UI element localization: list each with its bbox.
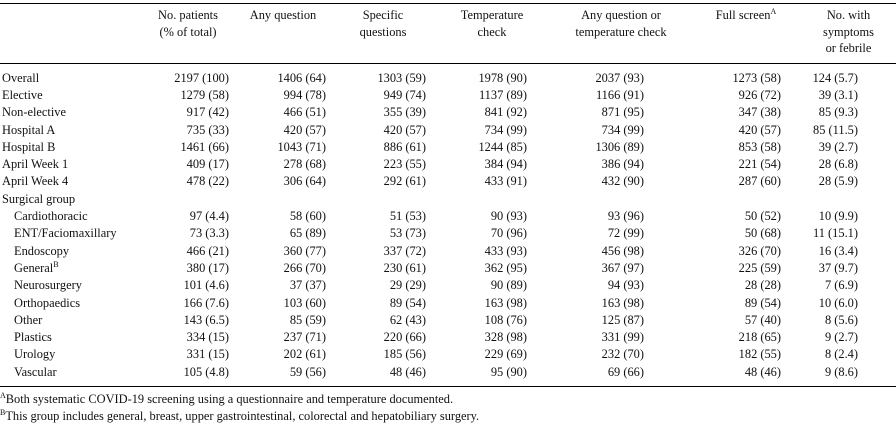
table-cell: 85 (11.5)	[813, 122, 858, 137]
table-cell: 278 (68)	[283, 157, 326, 172]
footnote-marker: A	[770, 6, 777, 16]
table-cell: 734 (99)	[484, 122, 527, 137]
footnote	[0, 408, 896, 425]
table-row	[0, 156, 896, 173]
table-row	[0, 208, 896, 225]
row-label-text: Hospital B	[2, 139, 56, 154]
footnote	[0, 391, 896, 408]
row-label	[0, 156, 143, 173]
row-label	[0, 225, 143, 242]
row-label	[0, 87, 143, 104]
table-row	[0, 260, 896, 277]
row-label	[0, 121, 143, 138]
row-label-text: April Week 4	[2, 174, 69, 189]
row-label-text: April Week 1	[2, 157, 69, 172]
table-cell: 65 (89)	[289, 226, 326, 241]
table-cell	[691, 191, 801, 208]
table-cell: 225 (59)	[738, 260, 781, 275]
table-cell: 143 (6.5)	[183, 312, 229, 327]
column-header-line2: temperature check	[575, 24, 667, 39]
table-cell: 367 (97)	[601, 260, 644, 275]
row-label-text: Overall	[2, 70, 40, 85]
row-label	[0, 173, 143, 190]
row-label	[0, 329, 143, 346]
table-cell: 94 (93)	[607, 278, 644, 293]
table-cell: 1279 (58)	[180, 87, 229, 102]
column-header	[333, 4, 433, 64]
row-label-text: Cardiothoracic	[14, 209, 88, 224]
table-cell: 10 (6.0)	[818, 295, 858, 310]
table-cell: 39 (2.7)	[818, 139, 858, 154]
table-cell: 380 (17)	[186, 260, 229, 275]
table-row	[0, 364, 896, 387]
table-cell: 735 (33)	[186, 122, 229, 137]
column-header	[143, 4, 233, 64]
table-cell: 50 (68)	[744, 226, 781, 241]
row-label-text: Endoscopy	[14, 243, 70, 258]
row-label	[0, 139, 143, 156]
row-label	[0, 208, 143, 225]
table-cell: 1273 (58)	[732, 70, 781, 85]
table-cell: 37 (37)	[289, 278, 326, 293]
screening-table	[0, 3, 896, 387]
row-label	[0, 346, 143, 363]
column-header	[233, 4, 333, 64]
table-cell: 292 (61)	[383, 174, 426, 189]
row-label-text: Elective	[2, 87, 43, 102]
table-cell: 51 (53)	[389, 209, 426, 224]
table-cell: 16 (3.4)	[818, 243, 858, 258]
table-cell: 182 (55)	[738, 347, 781, 362]
table-cell: 926 (72)	[738, 87, 781, 102]
table-row	[0, 225, 896, 242]
table-cell: 9 (2.7)	[824, 330, 858, 345]
footnote-text: This group includes general, breast, upper gastrointestinal, colorectal and hepatobiliary surgery.	[5, 409, 480, 423]
table-cell: 89 (54)	[389, 295, 426, 310]
row-label-text: Other	[14, 312, 43, 327]
row-label	[0, 312, 143, 329]
table-body	[0, 63, 896, 386]
table-cell: 72 (99)	[607, 226, 644, 241]
row-label	[0, 260, 143, 277]
table-row	[0, 346, 896, 363]
footnote-mark: A	[0, 390, 6, 400]
table-cell: 50 (52)	[744, 209, 781, 224]
table-cell: 1306 (89)	[595, 139, 644, 154]
column-header-line1: No. with symptoms	[823, 8, 874, 39]
footnotes	[0, 391, 896, 425]
table-cell: 8 (5.6)	[824, 312, 858, 327]
table-cell: 409 (17)	[186, 157, 229, 172]
table-cell: 70 (96)	[490, 226, 527, 241]
table-cell: 28 (5.9)	[818, 174, 858, 189]
table-cell: 266 (70)	[283, 260, 326, 275]
column-header-line2: (% of total)	[159, 24, 217, 39]
table-cell: 853 (58)	[738, 139, 781, 154]
table-cell: 466 (51)	[283, 105, 326, 120]
table-cell: 10 (9.9)	[818, 209, 858, 224]
table-row	[0, 121, 896, 138]
column-header-line1: No. patients	[158, 8, 218, 22]
table-cell: 37 (9.7)	[818, 260, 858, 275]
table-cell: 433 (91)	[484, 174, 527, 189]
row-label-text: Surgical group	[2, 191, 76, 206]
column-header-line1: Temperature	[460, 8, 524, 22]
table-cell: 90 (93)	[490, 209, 527, 224]
table-cell: 185 (56)	[383, 347, 426, 362]
table-row	[0, 242, 896, 259]
footnote-mark: B	[0, 407, 6, 417]
table-cell: 218 (65)	[738, 330, 781, 345]
table-cell: 306 (64)	[283, 174, 326, 189]
row-label	[0, 191, 143, 208]
table-cell: 163 (98)	[484, 295, 527, 310]
table-cell: 949 (74)	[383, 87, 426, 102]
row-label	[0, 277, 143, 294]
table-cell: 2197 (100)	[174, 70, 229, 85]
table-cell: 58 (60)	[289, 209, 326, 224]
table-cell: 734 (99)	[601, 122, 644, 137]
table-cell: 11 (15.1)	[813, 226, 858, 241]
table-row	[0, 104, 896, 121]
table-cell: 384 (94)	[484, 157, 527, 172]
column-header-line1: Full screen	[715, 8, 771, 22]
table-cell: 7 (6.9)	[824, 278, 858, 293]
row-label-text: Neurosurgery	[14, 278, 82, 293]
table-cell: 232 (70)	[601, 347, 644, 362]
table-cell: 1043 (71)	[277, 139, 326, 154]
table-cell	[551, 191, 691, 208]
table-row	[0, 87, 896, 104]
table-cell: 917 (42)	[186, 105, 229, 120]
row-label-text: Orthopaedics	[14, 295, 81, 310]
table-cell: 331 (99)	[601, 330, 644, 345]
row-label-text: General	[14, 260, 54, 275]
column-header-line2: check	[477, 24, 507, 39]
table-cell: 433 (93)	[484, 243, 527, 258]
table-cell: 355 (39)	[383, 105, 426, 120]
row-label-text: Urology	[14, 347, 56, 362]
table-cell: 95 (90)	[490, 364, 527, 379]
table-cell: 28 (6.8)	[818, 157, 858, 172]
row-label	[0, 63, 143, 87]
table-cell: 229 (69)	[484, 347, 527, 362]
table-cell: 456 (98)	[601, 243, 644, 258]
table-cell: 53 (73)	[389, 226, 426, 241]
table-cell: 85 (59)	[289, 312, 326, 327]
table-cell: 420 (57)	[383, 122, 426, 137]
table-cell: 39 (3.1)	[818, 87, 858, 102]
table-cell: 466 (21)	[186, 243, 229, 258]
table-cell: 73 (3.3)	[189, 226, 229, 241]
column-header-line1: Any question or	[581, 8, 661, 22]
column-header-line1: Any question	[249, 8, 317, 22]
table-cell: 1244 (85)	[478, 139, 527, 154]
table-cell: 163 (98)	[601, 295, 644, 310]
column-header-line1: Specific	[362, 8, 404, 22]
table-row	[0, 329, 896, 346]
column-header	[551, 4, 691, 64]
column-header-line2: questions	[359, 24, 407, 39]
table-cell: 360 (77)	[283, 243, 326, 258]
table-cell	[143, 191, 233, 208]
table-cell: 1166 (91)	[595, 87, 644, 102]
table-row	[0, 277, 896, 294]
table-cell: 886 (61)	[383, 139, 426, 154]
row-label	[0, 364, 143, 387]
table-cell: 2037 (93)	[595, 70, 644, 85]
row-label-text: Vascular	[14, 364, 57, 379]
table-cell	[233, 191, 333, 208]
table-row	[0, 139, 896, 156]
table-cell: 347 (38)	[738, 105, 781, 120]
table-cell: 103 (60)	[283, 295, 326, 310]
table-cell: 28 (28)	[744, 278, 781, 293]
table-cell: 62 (43)	[389, 312, 426, 327]
table-cell: 101 (4.6)	[183, 278, 229, 293]
table-cell: 362 (95)	[484, 260, 527, 275]
table-cell: 97 (4.4)	[189, 209, 229, 224]
table-cell: 326 (70)	[738, 243, 781, 258]
column-header-line2: or febrile	[825, 41, 872, 55]
table-cell	[333, 191, 433, 208]
table-cell: 432 (90)	[601, 174, 644, 189]
table-cell: 57 (40)	[744, 312, 781, 327]
table-cell: 230 (61)	[383, 260, 426, 275]
table-cell: 93 (96)	[607, 209, 644, 224]
table-row	[0, 63, 896, 87]
table-cell: 48 (46)	[389, 364, 426, 379]
table-cell: 237 (71)	[283, 330, 326, 345]
table-cell: 9 (8.6)	[824, 364, 858, 379]
table-cell: 386 (94)	[601, 157, 644, 172]
row-label-text: Hospital A	[2, 122, 56, 137]
table-cell: 105 (4.8)	[183, 364, 229, 379]
table-cell: 166 (7.6)	[183, 295, 229, 310]
table-cell	[433, 191, 551, 208]
table-cell: 328 (98)	[484, 330, 527, 345]
table-cell: 337 (72)	[383, 243, 426, 258]
table-cell: 420 (57)	[738, 122, 781, 137]
table-cell: 334 (15)	[186, 330, 229, 345]
table-cell: 89 (54)	[744, 295, 781, 310]
table-cell	[801, 191, 896, 208]
table-cell: 221 (54)	[738, 157, 781, 172]
table-cell: 478 (22)	[186, 174, 229, 189]
table-cell: 1978 (90)	[478, 70, 527, 85]
table-cell: 331 (15)	[186, 347, 229, 362]
column-header	[0, 4, 143, 64]
table-cell: 8 (2.4)	[824, 347, 858, 362]
row-label	[0, 242, 143, 259]
table-cell: 59 (56)	[289, 364, 326, 379]
table-cell: 1303 (59)	[377, 70, 426, 85]
table-cell: 85 (9.3)	[818, 105, 858, 120]
table-cell: 994 (78)	[283, 87, 326, 102]
table-cell: 69 (66)	[607, 364, 644, 379]
table-row	[0, 312, 896, 329]
table-cell: 29 (29)	[389, 278, 426, 293]
table-row	[0, 294, 896, 311]
table-cell: 220 (66)	[383, 330, 426, 345]
column-header	[433, 4, 551, 64]
table-cell: 1461 (66)	[180, 139, 229, 154]
table-row	[0, 173, 896, 190]
row-label-text: Plastics	[14, 330, 52, 345]
row-label	[0, 104, 143, 121]
table-cell: 125 (87)	[601, 312, 644, 327]
table-cell: 287 (60)	[738, 174, 781, 189]
table-cell: 124 (5.7)	[812, 70, 858, 85]
table-cell: 1137 (89)	[478, 87, 527, 102]
row-label-text: Non-elective	[2, 105, 66, 120]
table-cell: 841 (92)	[484, 105, 527, 120]
column-header	[801, 4, 896, 64]
footnote-text: Both systematic COVID-19 screening using a questionnaire and temperature documented.	[5, 392, 454, 406]
table-cell: 223 (55)	[383, 157, 426, 172]
table-cell: 420 (57)	[283, 122, 326, 137]
table-cell: 871 (95)	[601, 105, 644, 120]
table-cell: 90 (89)	[490, 278, 527, 293]
table-cell: 202 (61)	[283, 347, 326, 362]
row-label	[0, 294, 143, 311]
table-cell: 108 (76)	[484, 312, 527, 327]
row-label-text: ENT/Faciomaxillary	[14, 226, 117, 241]
column-header	[691, 4, 801, 64]
table-cell: 1406 (64)	[277, 70, 326, 85]
table-row	[0, 191, 896, 208]
table-cell: 48 (46)	[744, 364, 781, 379]
table-header-row	[0, 4, 896, 64]
footnote-marker: B	[53, 259, 59, 269]
